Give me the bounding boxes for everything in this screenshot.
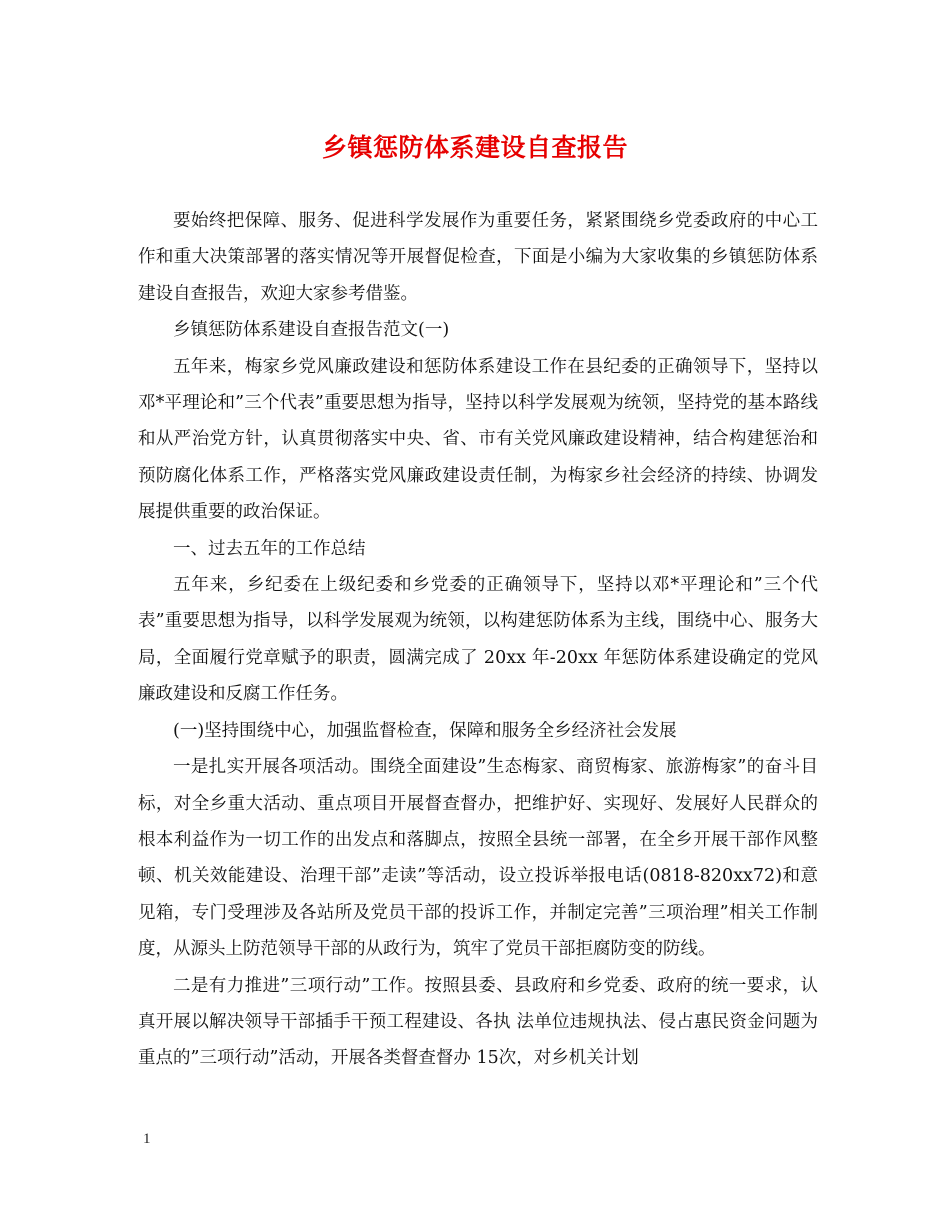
paragraph: 五年来，梅家乡党风廉政建设和惩防体系建设工作在县纪委的正确领导下，坚持以邓*平理论和”三个代表”重要思想为指导，坚持以科学发展观为统领，坚持党的基本路线和从严治党方针，认真贯彻落实中央、省、市有关党风廉政建设精神，结合构建惩治和预防腐化体系工作，严格落实党风廉政建设责任制，为梅家乡社会经济的持续、协调发展提供重要的政治保证。 bbox=[138, 356, 818, 523]
section-heading: 乡镇惩防体系建设自查报告范文(一) bbox=[173, 320, 450, 341]
section-heading: 一、过去五年的工作总结 bbox=[173, 538, 366, 559]
paragraph: 要始终把保障、服务、促进科学发展作为重要任务，紧紧围绕乡党委政府的中心工作和重大决策部署的落实情况等开展督促检查，下面是小编为大家收集的乡镇惩防体系建设自查报告，欢迎大家参考借鉴。 bbox=[138, 211, 818, 304]
paragraph: 五年来，乡纪委在上级纪委和乡党委的正确领导下，坚持以邓*平理论和”三个代表”重要思想为指导，以科学发展观为统领，以构建惩防体系为主线，围绕中心、服务大局，全面履行党章赋予的职责，圆满完成了 20xx 年-20xx 年惩防体系建设确定的党风廉政建设和反腐工作任务。 bbox=[138, 575, 818, 705]
paragraph: 二是有力推进”三项行动”工作。按照县委、县政府和乡党委、政府的统一要求，认真开展以解决领导干部插手干预工程建设、各执 法单位违规执法、侵占惠民资金问题为重点的”三项行动”活动，开展各类督查督办 15次，对乡机关计划 bbox=[138, 975, 818, 1069]
paragraph: 一是扎实开展各项活动。围绕全面建设”生态梅家、商贸梅家、旅游梅家”的奋斗目标，对全乡重大活动、重点项目开展督查督办，把维护好、实现好、发展好人民群众的根本利益作为一切工作的出发点和落脚点，按照全县统一部署，在全乡开展干部作风整顿、机关效能建设、治理干部”走读”等活动，设立投诉举报电话(0818-820xx72)和意见箱，专门受理涉及各站所及党员干部的投诉工作，并制定完善”三项治理”相关工作制度，从源头上防范领导干部的从政行为，筑牢了党员干部拒腐防变的防线。 bbox=[138, 757, 818, 960]
page-number: 1 bbox=[143, 1131, 151, 1147]
section-heading: (一)坚持围绕中心，加强监督检查，保障和服务全乡经济社会发展 bbox=[173, 720, 677, 741]
document-body bbox=[138, 203, 818, 1077]
document-title: 乡镇惩防体系建设自查报告 bbox=[321, 133, 628, 162]
